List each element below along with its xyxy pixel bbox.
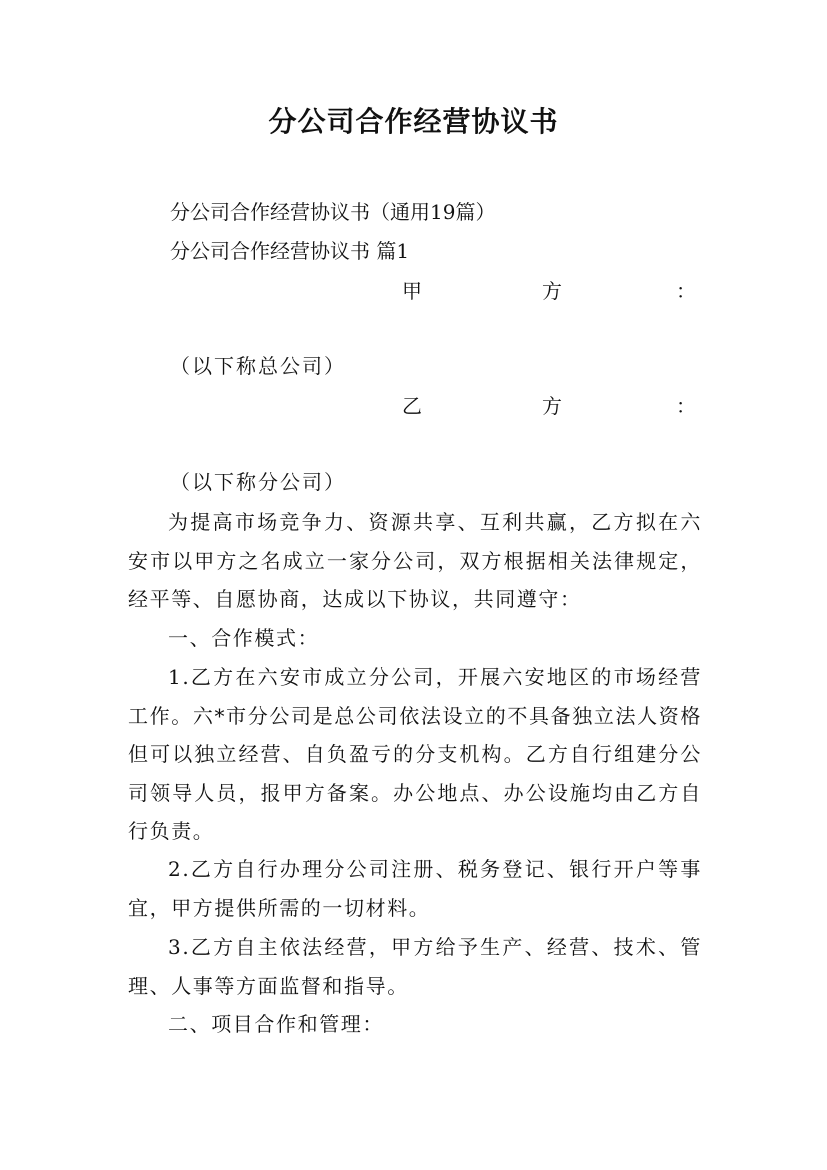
- paragraph-preamble: 为提高市场竞争力、资源共享、互利共赢，乙方拟在六安市以甲方之名成立一家分公司，双方根据相关法律规定，经平等、自愿协商，达成以下协议，共同遵守：: [128, 510, 702, 611]
- party-a-char1: 甲: [402, 279, 422, 303]
- party-b-row: [402, 392, 702, 420]
- party-b-note: （以下称分公司）: [170, 470, 346, 494]
- party-a-note: （以下称总公司）: [170, 354, 346, 378]
- party-a-colon: ：: [676, 279, 696, 303]
- party-b-char1: 乙: [402, 394, 422, 418]
- party-b-colon: ：: [676, 394, 696, 418]
- party-b-char2: 方: [542, 394, 562, 418]
- section-heading-cooperation-mode: 一、合作模式：: [168, 626, 320, 650]
- section-heading-project-management: 二、项目合作和管理：: [168, 1012, 384, 1036]
- paragraph-clause-3: 3.乙方自主依法经营，甲方给予生产、经营、技术、管理、人事等方面监督和指导。: [128, 935, 702, 998]
- paragraph-clause-1: 1.乙方在六安市成立分公司，开展六安地区的市场经营工作。六*市分公司是总公司依法设立的不具备独立法人资格但可以独立经营、自负盈亏的分支机构。乙方自行组建分公司领导人员，报甲方备案。办公地点、办公设施均由乙方自行负责。: [128, 665, 702, 843]
- party-a-row: [402, 277, 702, 305]
- document-subtitle: 分公司合作经营协议书（通用19篇）: [170, 200, 496, 224]
- document-title: 分公司合作经营协议书: [268, 105, 559, 138]
- paragraph-clause-2: 2.乙方自行办理分公司注册、税务登记、银行开户等事宜，甲方提供所需的一切材料。: [128, 857, 702, 920]
- chapter-heading: 分公司合作经营协议书 篇1: [170, 239, 410, 263]
- party-a-char2: 方: [542, 279, 562, 303]
